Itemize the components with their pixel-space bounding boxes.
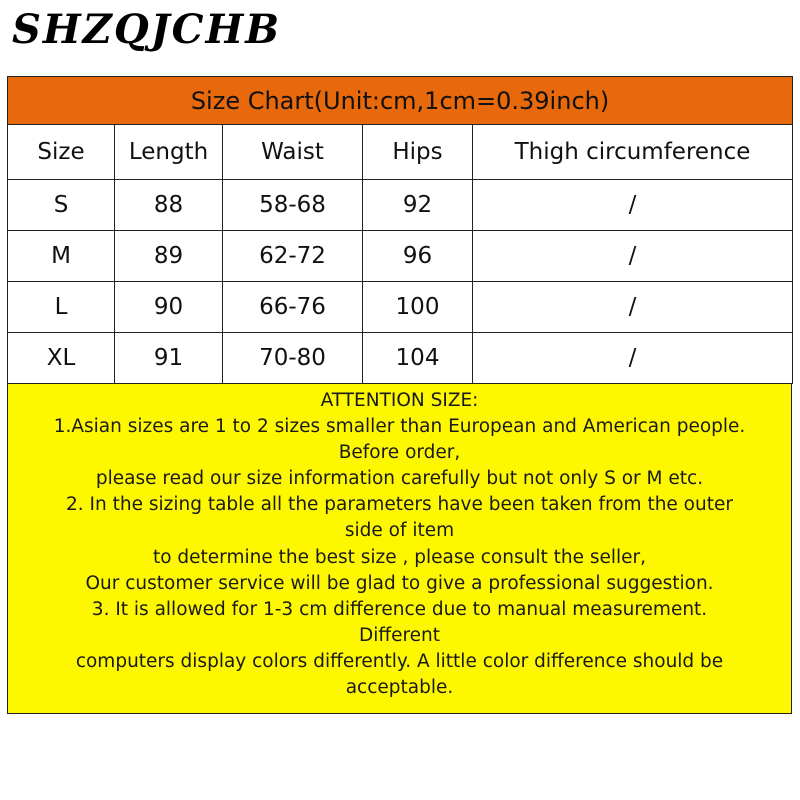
- title-row: [8, 77, 793, 125]
- notes-line: side of item: [344, 520, 455, 542]
- header-row: [8, 125, 793, 180]
- cell-size: S: [8, 180, 115, 231]
- cell-hips: 96: [363, 231, 473, 282]
- header-length: Length: [115, 125, 223, 180]
- header-hips: Hips: [363, 125, 473, 180]
- cell-length: 90: [115, 282, 223, 333]
- notes-line: Different: [358, 624, 441, 646]
- notes-line: Before order,: [338, 442, 461, 464]
- notes-line: computers display colors differently. A little color difference should be: [75, 650, 724, 672]
- notes-line: 3. It is allowed for 1-3 cm difference due to manual measurement.: [91, 598, 708, 620]
- cell-waist: 58-68: [223, 180, 363, 231]
- size-chart-title: Size Chart(Unit:cm,1cm=0.39inch): [8, 77, 793, 125]
- notes-line: to determine the best size , please consult the seller,: [152, 546, 647, 568]
- table-row: [8, 231, 793, 282]
- cell-waist: 66-76: [223, 282, 363, 333]
- cell-size: XL: [8, 333, 115, 384]
- cell-hips: 92: [363, 180, 473, 231]
- size-chart: [7, 76, 792, 714]
- cell-hips: 100: [363, 282, 473, 333]
- brand-logo-text: SHZQJCHB: [12, 6, 282, 53]
- cell-length: 89: [115, 231, 223, 282]
- attention-notes: [7, 384, 792, 714]
- cell-size: M: [8, 231, 115, 282]
- notes-heading: ATTENTION SIZE:: [320, 390, 479, 411]
- notes-line: acceptable.: [345, 677, 454, 699]
- table-row: [8, 333, 793, 384]
- cell-thigh: /: [473, 180, 793, 231]
- table-row: [8, 282, 793, 333]
- notes-line: 2. In the sizing table all the parameters have been taken from the outer: [66, 494, 733, 516]
- notes-line: Our customer service will be glad to give a professional suggestion.: [85, 572, 714, 594]
- cell-thigh: /: [473, 282, 793, 333]
- notes-line: please read our size information carefully but not only S or M etc.: [95, 468, 704, 490]
- cell-thigh: /: [473, 333, 793, 384]
- cell-size: L: [8, 282, 115, 333]
- cell-waist: 62-72: [223, 231, 363, 282]
- cell-hips: 104: [363, 333, 473, 384]
- size-table: [7, 76, 793, 384]
- cell-length: 88: [115, 180, 223, 231]
- cell-thigh: /: [473, 231, 793, 282]
- cell-waist: 70-80: [223, 333, 363, 384]
- header-size: Size: [8, 125, 115, 180]
- cell-length: 91: [115, 333, 223, 384]
- table-row: [8, 180, 793, 231]
- notes-line: 1.Asian sizes are 1 to 2 sizes smaller than European and American people.: [53, 416, 746, 438]
- header-thigh-circumference: Thigh circumference: [473, 125, 793, 180]
- header-waist: Waist: [223, 125, 363, 180]
